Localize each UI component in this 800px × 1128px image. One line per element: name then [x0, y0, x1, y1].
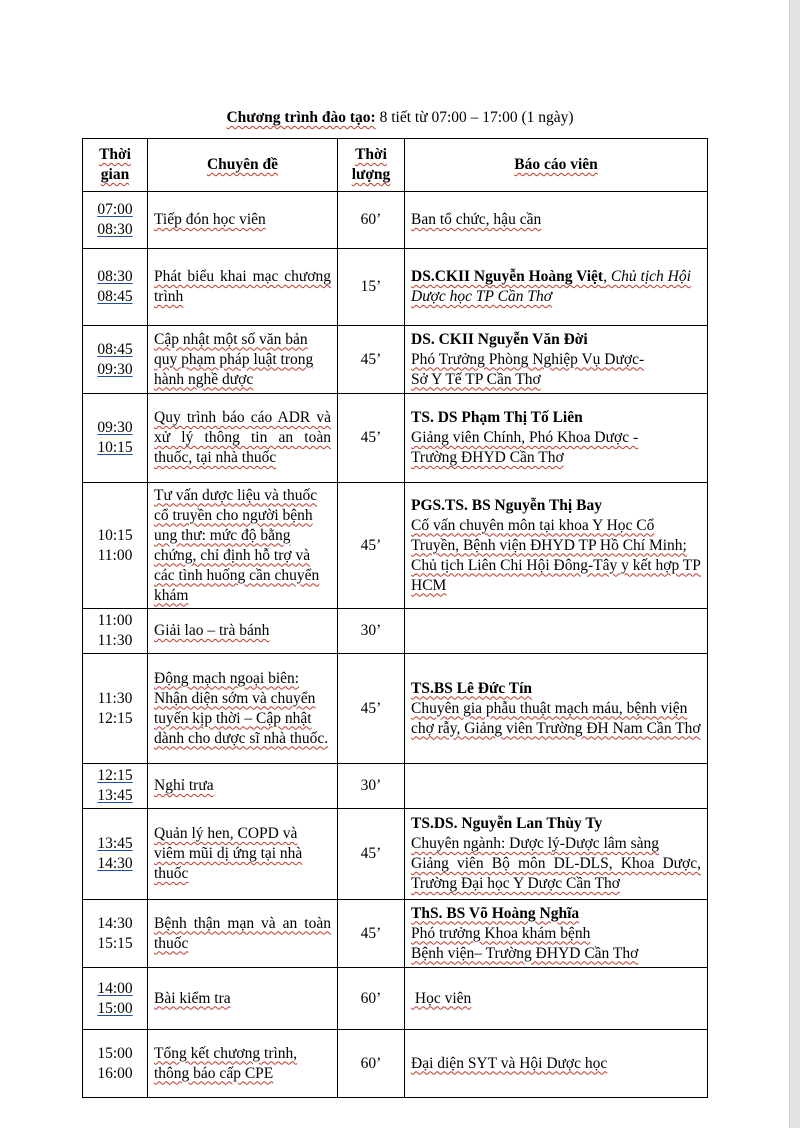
duration-cell: 45’ — [338, 394, 405, 483]
table-row — [83, 968, 708, 1030]
heading-text: 8 tiết từ 07:00 – 17:00 (1 ngày) — [375, 109, 574, 126]
topic-cell: Tư vấn dược liệu và thuốc cổ truyền cho người bệnh ung thư: mức độ bằng chứng, chỉ định hỗ trợ và các tình huống cần chuyển khám — [148, 483, 338, 609]
time-cell: 11:00 11:30 — [83, 609, 148, 654]
time-cell: 08:45 09:30 — [83, 326, 148, 394]
time-cell: 08:30 08:45 — [83, 249, 148, 326]
table-row — [83, 326, 708, 394]
table-row — [83, 609, 708, 654]
duration-cell: 60’ — [338, 968, 405, 1030]
table-row — [83, 900, 708, 968]
time-cell: 13:45 14:30 — [83, 809, 148, 900]
time-cell: 09:30 10:15 — [83, 394, 148, 483]
header-duration: Thời lượng — [338, 139, 405, 192]
duration-cell: 45’ — [338, 654, 405, 764]
speaker-cell: DS. CKII Nguyễn Văn Đời Phó Trưởng Phòng Nghiệp Vụ Dược- Sở Y Tế TP Cần Thơ — [405, 326, 708, 394]
topic-cell: Bài kiểm tra — [148, 968, 338, 1030]
speaker-cell: ThS. BS Võ Hoàng Nghĩa Phó trưởng Khoa khám bệnh Bệnh viện– Trường ĐHYD Cần Thơ — [405, 900, 708, 968]
speaker-cell: Học viên — [405, 968, 708, 1030]
time-cell: 14:00 15:00 — [83, 968, 148, 1030]
table-row — [83, 809, 708, 900]
header-time: Thời gian — [83, 139, 148, 192]
topic-cell: Quy trình báo cáo ADR và xử lý thông tin an toàn thuốc, tại nhà thuốc — [148, 394, 338, 483]
table-row — [83, 192, 708, 249]
schedule-table — [82, 138, 708, 1098]
time-cell: 07:00 08:30 — [83, 192, 148, 249]
speaker-cell: Ban tổ chức, hậu cần — [405, 192, 708, 249]
topic-cell: Nghỉ trưa — [148, 764, 338, 809]
table-row — [83, 654, 708, 764]
duration-cell: 30’ — [338, 609, 405, 654]
header-speaker: Báo cáo viên — [405, 139, 708, 192]
topic-cell: Giải lao – trà bánh — [148, 609, 338, 654]
topic-cell: Quản lý hen, COPD và viêm mũi dị ứng tại nhà thuốc — [148, 809, 338, 900]
time-cell: 12:15 13:45 — [83, 764, 148, 809]
speaker-cell: Đại diện SYT và Hội Dược học — [405, 1030, 708, 1098]
duration-cell: 45’ — [338, 326, 405, 394]
table-row — [83, 483, 708, 609]
topic-cell: Phát biểu khai mạc chương trình — [148, 249, 338, 326]
topic-cell: Cập nhật một số văn bản quy phạm pháp luật trong hành nghề dược — [148, 326, 338, 394]
header-topic: Chuyên đề — [148, 139, 338, 192]
duration-cell: 60’ — [338, 192, 405, 249]
heading-label: Chương trình đào tạo: — [226, 109, 376, 126]
duration-cell: 60’ — [338, 1030, 405, 1098]
table-header-row — [83, 139, 708, 192]
table-row — [83, 1030, 708, 1098]
time-cell: 11:30 12:15 — [83, 654, 148, 764]
duration-cell: 15’ — [338, 249, 405, 326]
document-heading — [0, 109, 800, 127]
duration-cell: 30’ — [338, 764, 405, 809]
speaker-cell: TS. DS Phạm Thị Tố Liên Giảng viên Chính, Phó Khoa Dược - Trường ĐHYD Cần Thơ — [405, 394, 708, 483]
speaker-cell: TS.DS. Nguyễn Lan Thùy Ty Chuyên ngành: Dược lý-Dược lâm sàng Giảng viên Bộ môn DL-DLS, Khoa Dược, Trường Đại học Y Dược Cần Thơ — [405, 809, 708, 900]
table-row — [83, 249, 708, 326]
topic-cell: Tiếp đón học viên — [148, 192, 338, 249]
window-scrollbar-track[interactable] — [790, 0, 800, 1128]
topic-cell: Tổng kết chương trình, thông báo cấp CPE — [148, 1030, 338, 1098]
topic-cell: Động mạch ngoại biên: Nhận diện sớm và chuyển tuyến kịp thời – Cập nhật dành cho dược sĩ nhà thuốc. — [148, 654, 338, 764]
duration-cell: 45’ — [338, 809, 405, 900]
speaker-cell: PGS.TS. BS Nguyễn Thị Bay Cố vấn chuyên môn tại khoa Y Học Cổ Truyền, Bệnh viện ĐHYD TP Hồ Chí Minh; Chủ tịch Liên Chi Hội Đông-Tây y kết hợp TP HCM — [405, 483, 708, 609]
table-row — [83, 394, 708, 483]
duration-cell: 45’ — [338, 483, 405, 609]
topic-cell: Bệnh thận mạn và an toàn thuốc — [148, 900, 338, 968]
speaker-cell: DS.CKII Nguyễn Hoàng Việt, Chủ tịch Hội Dược học TP Cần Thơ — [405, 249, 708, 326]
speaker-cell: TS.BS Lê Đức Tín Chuyên gia phẫu thuật mạch máu, bệnh viện chợ rẫy, Giảng viên Trường ĐH Nam Cần Thơ — [405, 654, 708, 764]
table-row — [83, 764, 708, 809]
speaker-cell — [405, 609, 708, 654]
time-cell: 10:15 11:00 — [83, 483, 148, 609]
time-cell: 14:30 15:15 — [83, 900, 148, 968]
duration-cell: 45’ — [338, 900, 405, 968]
time-cell: 15:00 16:00 — [83, 1030, 148, 1098]
speaker-cell — [405, 764, 708, 809]
